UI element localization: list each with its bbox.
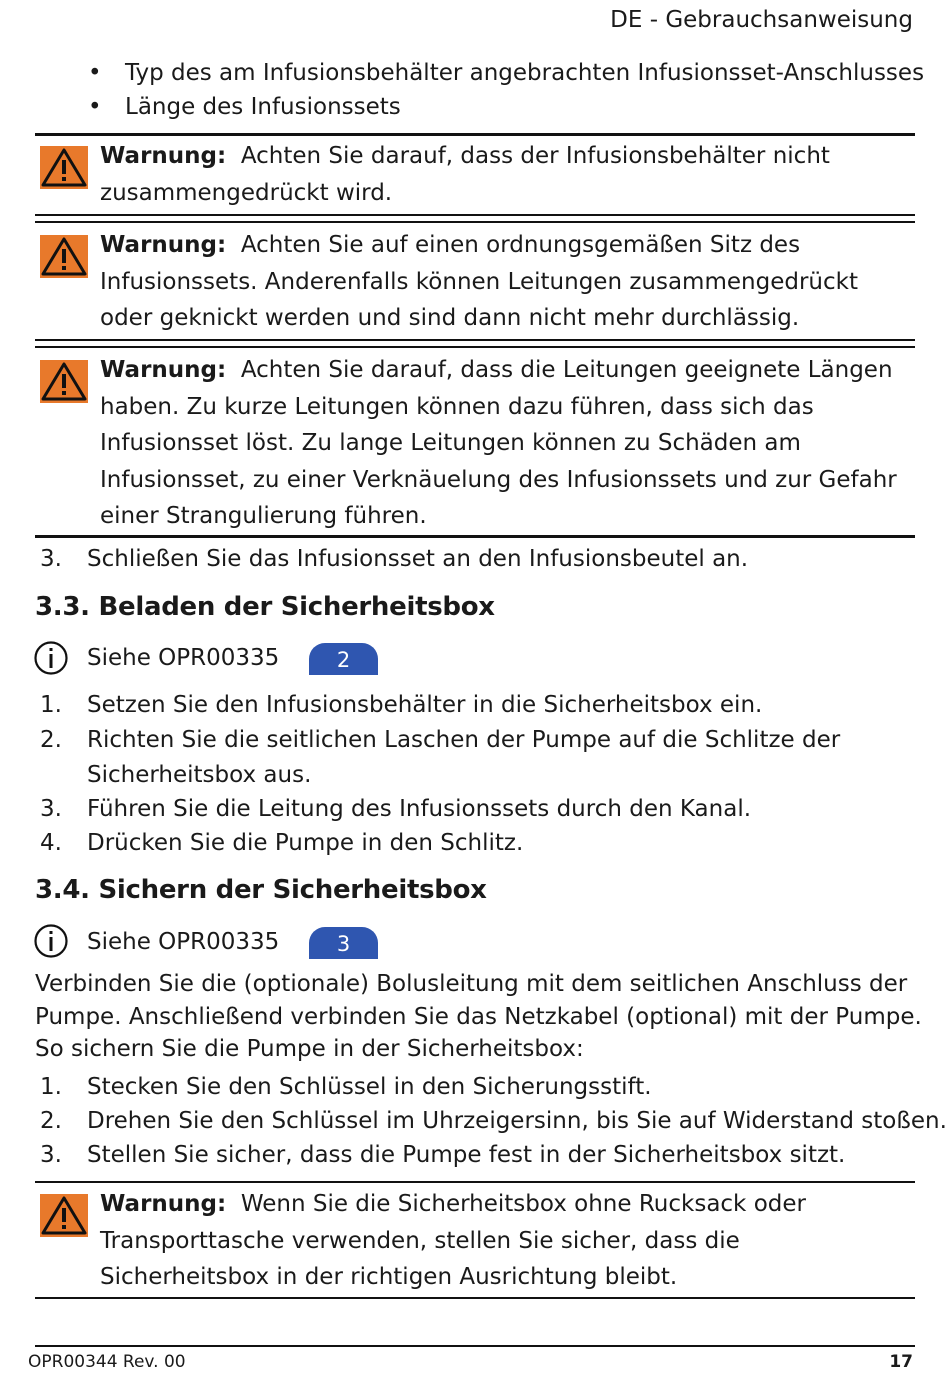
warning-text: Achten Sie darauf, dass die Leitungen geeignete Längen haben. Zu kurze Leitungen können dazu führen, dass sich das Infusionsset löst. Zu lange Leitungen können zu Schäden am Infusionsset, zu einer Verknäuelung des Infusionssets und zur Gefahr einer Strangulierung führen. <box>100 357 897 530</box>
warning-block <box>100 227 908 337</box>
step-number: 1. <box>40 692 62 718</box>
warning-text: Achten Sie auf einen ordnungsgemäßen Sitz des Infusionssets. Anderenfalls können Leitungen zusammengedrückt oder geknickt werden und sind dann nicht mehr durchlässig. <box>100 232 858 332</box>
step-text: Schließen Sie das Infusionsset an den Infusionsbeutel an. <box>87 546 749 572</box>
warning-rule-top <box>35 133 915 136</box>
bullet-marker: • <box>88 60 102 86</box>
warning-rule-top <box>35 1181 915 1183</box>
step-number: 3. <box>40 546 62 572</box>
step-text-continued: Sicherheitsbox aus. <box>87 762 312 788</box>
warning-label: Warnung: <box>100 143 227 169</box>
warning-label: Warnung: <box>100 357 227 383</box>
footer-doc-id: OPR00344 Rev. 00 <box>28 1352 186 1372</box>
warning-rule-bottom <box>35 339 915 341</box>
step-text: Setzen Sie den Infusionsbehälter in die Sicherheitsbox ein. <box>87 692 763 718</box>
bullet-item: Länge des Infusionssets <box>125 94 401 120</box>
warning-text: Achten Sie darauf, dass der Infusionsbehälter nicht zusammengedrückt wird. <box>100 143 830 206</box>
section-heading: 3.3. Beladen der Sicherheitsbox <box>35 592 495 622</box>
step-text: Führen Sie die Leitung des Infusionssets durch den Kanal. <box>87 796 752 822</box>
warning-text: Wenn Sie die Sicherheitsbox ohne Rucksack oder Transporttasche verwenden, stellen Sie sicher, dass die Sicherheitsbox in der richtigen Ausrichtung bleibt. <box>100 1191 806 1291</box>
warning-icon <box>40 1194 88 1237</box>
reference-text: Siehe OPR00335 <box>87 929 280 955</box>
step-number: 1. <box>40 1074 62 1100</box>
warning-icon <box>40 146 88 189</box>
step-number: 2. <box>40 727 62 753</box>
warning-rule-top <box>35 346 915 348</box>
page-number: 17 <box>889 1352 913 1372</box>
figure-badge: 3 <box>309 927 378 959</box>
paragraph: Verbinden Sie die (optionale) Bolusleitung mit dem seitlichen Anschluss der Pumpe. Anschließend verbinden Sie das Netzkabel (optional) mit der Pumpe. So sichern Sie die Pumpe in der Sicherheitsbox: <box>35 971 922 1062</box>
warning-block <box>100 352 908 535</box>
warning-label: Warnung: <box>100 232 227 258</box>
step-text: Drücken Sie die Pumpe in den Schlitz. <box>87 830 524 856</box>
bullet-marker: • <box>88 94 102 120</box>
info-icon <box>33 923 69 959</box>
figure-badge: 2 <box>309 643 378 675</box>
warning-block <box>100 138 908 211</box>
page-header-title: DE - Gebrauchsanweisung <box>610 7 913 33</box>
section-heading: 3.4. Sichern der Sicherheitsbox <box>35 875 487 905</box>
warning-icon <box>40 360 88 403</box>
reference-text: Siehe OPR00335 <box>87 645 280 671</box>
warning-rule-top <box>35 221 915 223</box>
step-number: 3. <box>40 796 62 822</box>
step-number: 2. <box>40 1108 62 1134</box>
warning-icon <box>40 235 88 278</box>
footer-rule <box>35 1345 915 1347</box>
step-text: Drehen Sie den Schlüssel im Uhrzeigersinn, bis Sie auf Widerstand stoßen. <box>87 1108 947 1134</box>
step-number: 3. <box>40 1142 62 1168</box>
warning-rule-bottom <box>35 535 915 538</box>
info-icon <box>33 640 69 676</box>
warning-rule-bottom <box>35 214 915 216</box>
warning-label: Warnung: <box>100 1191 227 1217</box>
step-text: Richten Sie die seitlichen Laschen der Pumpe auf die Schlitze der <box>87 727 841 753</box>
bullet-item: Typ des am Infusionsbehälter angebrachten Infusionsset-Anschlusses <box>125 60 925 86</box>
warning-block <box>100 1186 908 1296</box>
step-number: 4. <box>40 830 62 856</box>
step-text: Stecken Sie den Schlüssel in den Sicherungsstift. <box>87 1074 652 1100</box>
step-text: Stellen Sie sicher, dass die Pumpe fest in der Sicherheitsbox sitzt. <box>87 1142 846 1168</box>
warning-rule-bottom <box>35 1297 915 1299</box>
